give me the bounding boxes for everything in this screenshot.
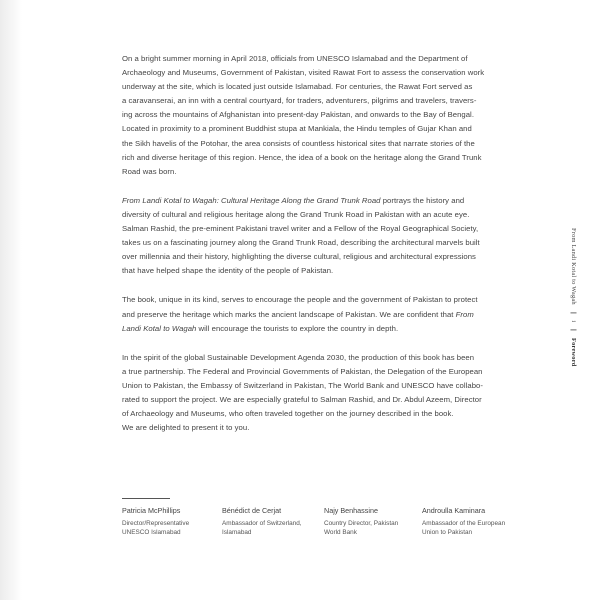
text-line: portrays the history and: [380, 195, 465, 205]
signatory-name: Patricia McPhillips: [122, 506, 181, 515]
signatory-role: [422, 519, 522, 537]
text-line: takes us on a fascinating journey along the Grand Trunk Road, describing the architectural marvels built: [122, 238, 480, 248]
signatory-name: Najy Benhassine: [324, 506, 378, 515]
text-line: Located in proximity to a prominent Buddhist stupa at Mankiala, the Hindu temples of Gujar Khan and: [122, 124, 472, 134]
role-line: UNESCO Islamabad: [122, 529, 181, 537]
text-line: rich and diverse heritage of this region. Hence, the idea of a book on the heritage along the Grand Trunk: [122, 152, 482, 162]
text-line: the Sikh havelis of the Potohar, the area consists of countless historical sites that narrate stories of the: [122, 138, 475, 148]
text-line: Union to Pakistan, the Embassy of Switzerland in Pakistan, The World Bank and UNESCO have collabo-: [122, 380, 483, 390]
role-line: Director/Representative: [122, 520, 190, 527]
text-line: We are delighted to present it to you.: [122, 423, 250, 433]
text-line: a true partnership. The Federal and Provincial Governments of Pakistan, the Delegation of the European: [122, 366, 483, 376]
role-line: Ambassador of the European: [422, 520, 506, 527]
signature-rule: [122, 498, 170, 499]
text-line: On a bright summer morning in April 2018, officials from UNESCO Islamabad and the Department of: [122, 54, 468, 63]
running-head-separator: |: [570, 311, 577, 314]
signatory-role: [122, 519, 222, 537]
signatory-name: Androulla Kaminara: [422, 506, 486, 515]
text-line: In the spirit of the global Sustainable Development Agenda 2030, the production of this book has been: [122, 352, 475, 362]
page-number: i: [570, 320, 577, 323]
running-head-section: Foreword: [570, 338, 577, 367]
text-line: will encourage the tourists to explore the country in depth.: [196, 323, 399, 333]
signatory: [122, 505, 222, 537]
text-line: The book, unique in its kind, serves to encourage the people and the government of Pakistan to protect: [122, 295, 478, 305]
running-head-separator: |: [570, 329, 577, 332]
signatory: [422, 505, 522, 537]
text-line: Salman Rashid, the pre-eminent Pakistani travel writer and a Fellow of the Royal Geographical Society,: [122, 224, 479, 234]
signature-block: [122, 505, 542, 565]
signatory-name: Bénédict de Cerjat: [222, 506, 282, 515]
text-line: that have helped shape the identity of the people of Pakistan.: [122, 266, 334, 276]
role-line: World Bank: [324, 529, 357, 537]
book-title-italic: From: [455, 309, 474, 319]
paragraph-4: [122, 351, 534, 436]
book-title-italic: From Landi Kotal to Wagah: Cultural Heritage Along the Grand Trunk Road: [122, 195, 381, 205]
text-line: of Archaeology and Museums, who often traveled together on the journey described in the book.: [122, 409, 454, 419]
page-gutter-shadow: [0, 0, 22, 600]
text-line: a caravanserai, an inn with a central courtyard, for traders, adventurers, pilgrims and travelers, travers-: [122, 96, 477, 106]
signatory: [324, 505, 424, 537]
text-line: and preserve the heritage which marks the ancient landscape of Pakistan. We are confident that: [122, 309, 456, 319]
role-line: Ambassador of Switzerland,: [222, 520, 302, 527]
signatory: [222, 505, 322, 537]
foreword-text: [122, 52, 534, 450]
text-line: rated to support the project. We are especially grateful to Salman Rashid, and Dr. Abdul Azeem, Director: [122, 394, 482, 404]
text-line: diversity of cultural and religious heritage along the Grand Trunk Road in Pakistan with an acute eye.: [122, 209, 470, 219]
book-title-italic: Landi Kotal to Wagah: [122, 323, 197, 333]
running-head: [570, 228, 577, 367]
paragraph-2: [122, 194, 534, 279]
role-line: Country Director, Pakistan: [324, 520, 399, 527]
text-line: Road was born.: [122, 166, 177, 176]
running-head-book-title: From Landi Kotal to Wagah: [570, 228, 577, 305]
signatory-role: [324, 519, 424, 537]
role-line: Islamabad: [222, 529, 252, 537]
paragraph-3: [122, 293, 534, 335]
role-line: Union to Pakistan: [422, 529, 473, 537]
text-line: over millennia and their history, highlighting the diverse cultural, religious and architectural expressions: [122, 252, 476, 262]
text-line: underway at the site, which is located just outside Islamabad. For centuries, the Rawat Fort served as: [122, 82, 473, 92]
paragraph-1: [122, 52, 534, 179]
text-line: ing across the mountains of Afghanistan into present-day Pakistan, and onwards to the Bay of Bengal.: [122, 110, 475, 120]
signatory-role: [222, 519, 322, 537]
text-line: Archaeology and Museums, Government of Pakistan, visited Rawat Fort to assess the conservation work: [122, 68, 485, 78]
